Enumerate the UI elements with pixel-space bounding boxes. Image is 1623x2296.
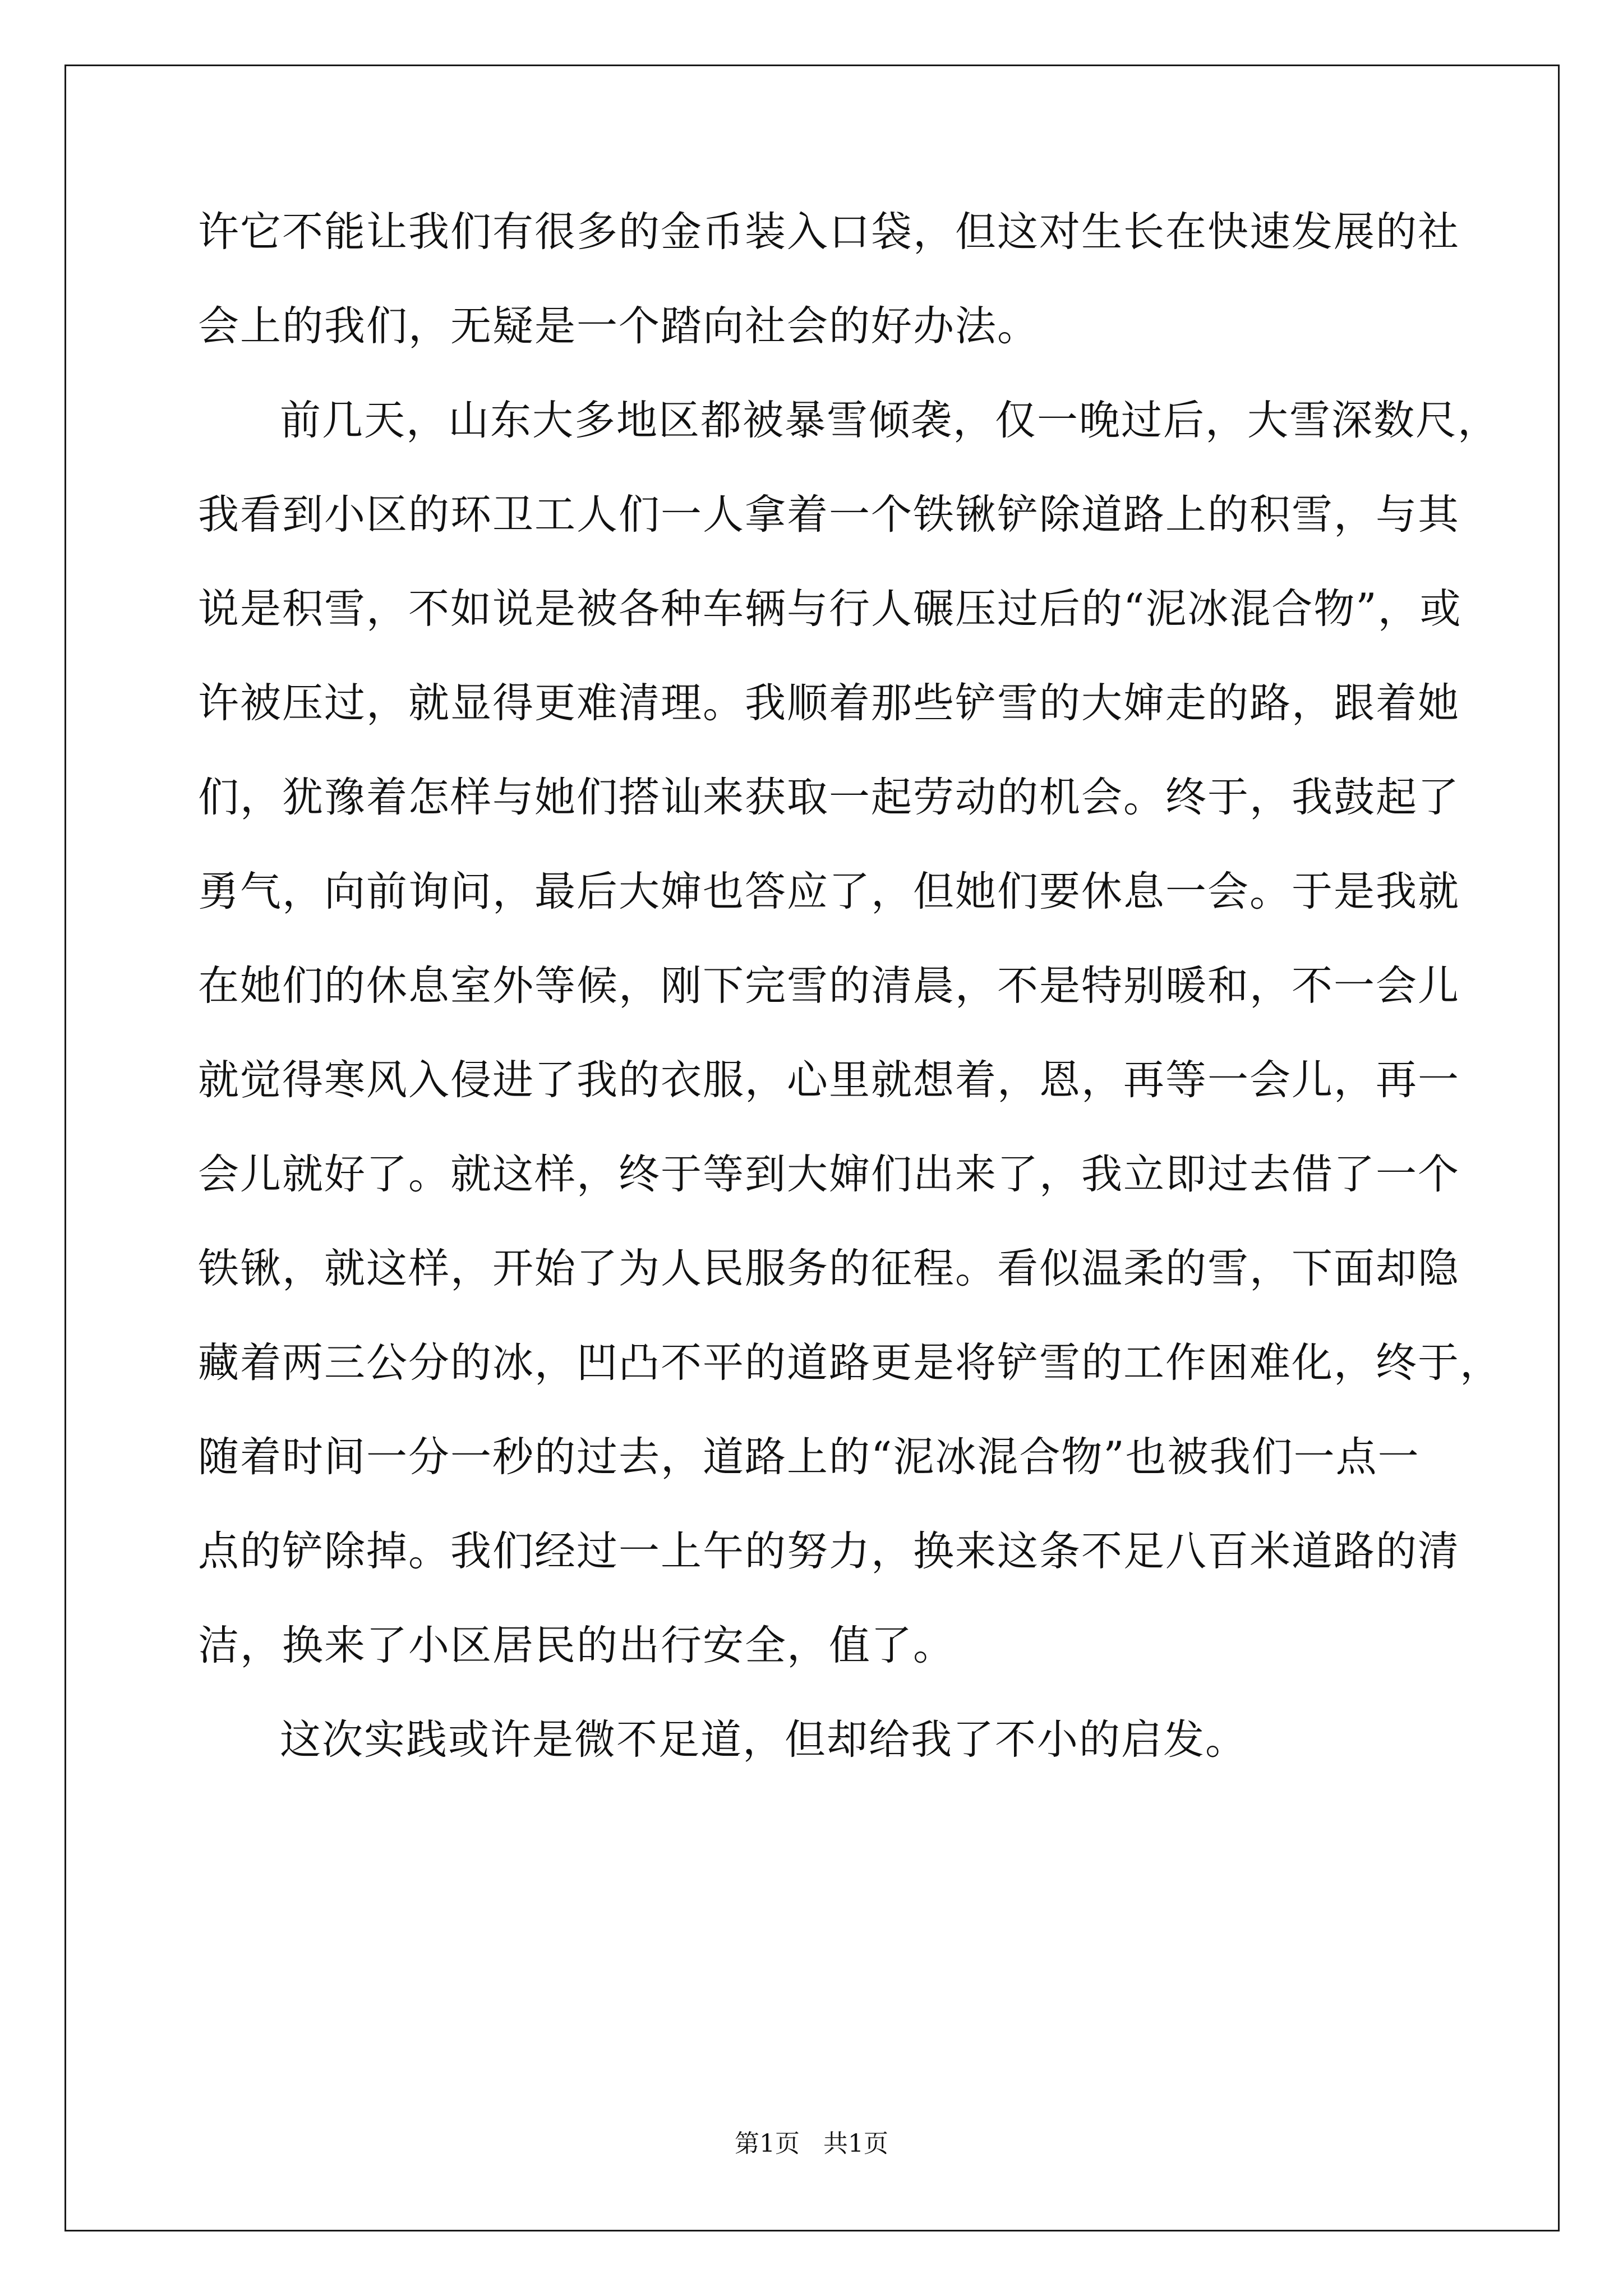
text-line: 就觉得寒风入侵进了我的衣服，心里就想着，恩，再等一会儿，再一 bbox=[198, 1056, 1460, 1104]
text-line: 随着时间一分一秒的过去，道路上的“泥冰混合物”也被我们一点一 bbox=[198, 1433, 1420, 1481]
text-line: 勇气，向前询问，最后大婶也答应了，但她们要休息一会。于是我就 bbox=[198, 868, 1460, 915]
text-line: 许被压过，就显得更难清理。我顺着那些铲雪的大婶走的路，跟着她 bbox=[198, 679, 1460, 727]
text-line: 会上的我们，无疑是一个踏向社会的好办法。 bbox=[198, 302, 1039, 350]
text-line: 藏着两三公分的冰，凹凸不平的道路更是将铲雪的工作困难化，终于， bbox=[198, 1339, 1502, 1387]
paragraph-first-line: 前几天，山东大多地区都被暴雪倾袭，仅一晚过后，大雪深数尺， bbox=[280, 397, 1500, 444]
text-line: 们，犹豫着怎样与她们搭讪来获取一起劳动的机会。终于，我鼓起了 bbox=[198, 774, 1460, 821]
text-line: 我看到小区的环卫工人们一人拿着一个铁锹铲除道路上的积雪，与其 bbox=[198, 491, 1460, 539]
text-line: 说是积雪，不如说是被各种车辆与行人碾压过后的“泥冰混合物”，或 bbox=[198, 585, 1462, 633]
text-line: 洁，换来了小区居民的出行安全，值了。 bbox=[198, 1622, 955, 1669]
text-line: 许它不能让我们有很多的金币装入口袋，但这对生长在快速发展的社 bbox=[198, 208, 1460, 256]
text-line: 会儿就好了。就这样，终于等到大婶们出来了，我立即过去借了一个 bbox=[198, 1151, 1460, 1198]
text-line: 铁锹，就这样，开始了为人民服务的征程。看似温柔的雪，下面却隐 bbox=[198, 1245, 1460, 1292]
text-line: 点的铲除掉。我们经过一上午的努力，换来这条不足八百米道路的清 bbox=[198, 1527, 1460, 1575]
paragraph-first-line: 这次实践或许是微不足道，但却给我了不小的启发。 bbox=[280, 1716, 1247, 1764]
text-line: 在她们的休息室外等候，刚下完雪的清晨，不是特别暖和，不一会儿 bbox=[198, 962, 1460, 1010]
page-number-footer: 第1页 共1页 bbox=[735, 2129, 888, 2158]
